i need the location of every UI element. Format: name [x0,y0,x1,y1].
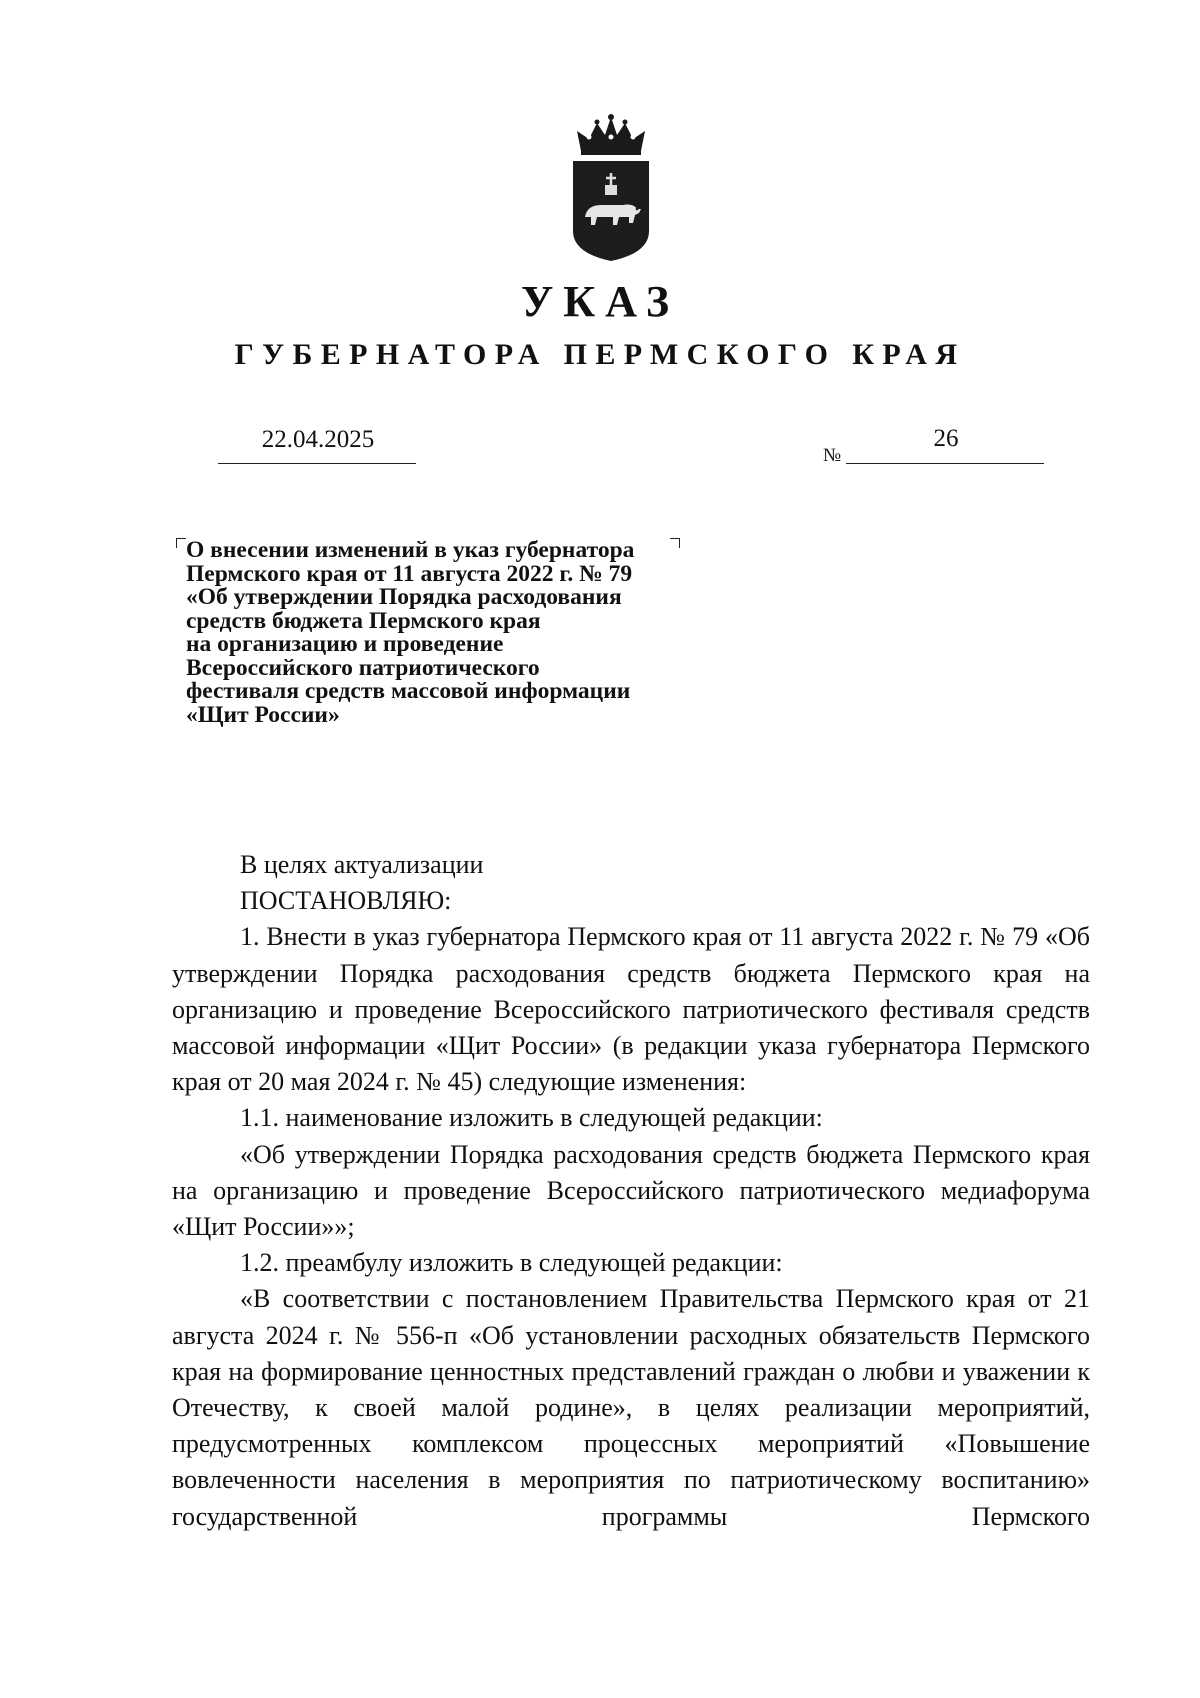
document-subject [186,539,746,727]
document-type-title: УКАЗ [520,277,680,326]
subject-line: «Щит России» [186,701,340,728]
subject-line: Всероссийского патриотического [186,654,540,681]
number-sign: № [823,445,842,466]
document-number: 26 [933,425,959,452]
subject-line: «Об утверждении Порядка расходования [186,584,622,610]
item-1-paragraph: 1. Внести в указ губернатора Пермского края от 11 августа 2022 г. № 79 «Об утверждении Порядка расходования средств бюджета Пермского края на организацию и проведение Всероссийского патриотического фестиваля средств массовой информации «Щит России» (в редакции указа губернатора Пермского края от 20 мая 2024 г. № 45) следующие изменения: [172,922,1090,1097]
subject-corner-mark-left [176,538,186,548]
decree-word: ПОСТАНОВЛЯЮ: [240,886,452,916]
subject-line: Пермского края от 11 августа 2022 г. № 79 [186,560,633,587]
document-date: 22.04.2025 [261,426,375,453]
subject-line: фестиваля средств массовой информации [186,678,631,704]
coat-of-arms-icon [567,113,655,263]
item-1-1-text: «Об утверждении Порядка расходования средств бюджета Пермского края на организацию и проведение Всероссийского патриотического медиафорума «Щит России»»; [172,1139,1090,1242]
document-body [172,847,1090,1535]
purpose-paragraph: В целях актуализации [240,850,484,879]
issuer-title: ГУБЕРНАТОРА ПЕРМСКОГО КРАЯ [234,338,966,371]
number-underline [846,463,1044,464]
item-1-2-text: «В соответствии с постановлением Правительства Пермского края от 21 августа 2024 г. № 556-п «Об установлении расходных обязательств Пермского края на формирование ценностных представлений граждан о любви и уважении к Отечеству, к своей малой родине», в целях реализации мероприятий, предусмотренных комплексом процессных мероприятий «Повышение вовлеченности населения в мероприятия по патриотическому воспитанию» государственной программы Пермского [172,1284,1090,1531]
subject-line: О внесении изменений в указ губернатора [186,537,635,563]
subject-line: на организацию и проведение [186,631,504,657]
item-1-1-paragraph: 1.1. наименование изложить в следующей редакции: [240,1103,823,1133]
date-underline [218,463,416,464]
item-1-2-paragraph: 1.2. преамбулу изложить в следующей редакции: [240,1248,783,1278]
subject-line: средств бюджета Пермского края [186,607,541,634]
